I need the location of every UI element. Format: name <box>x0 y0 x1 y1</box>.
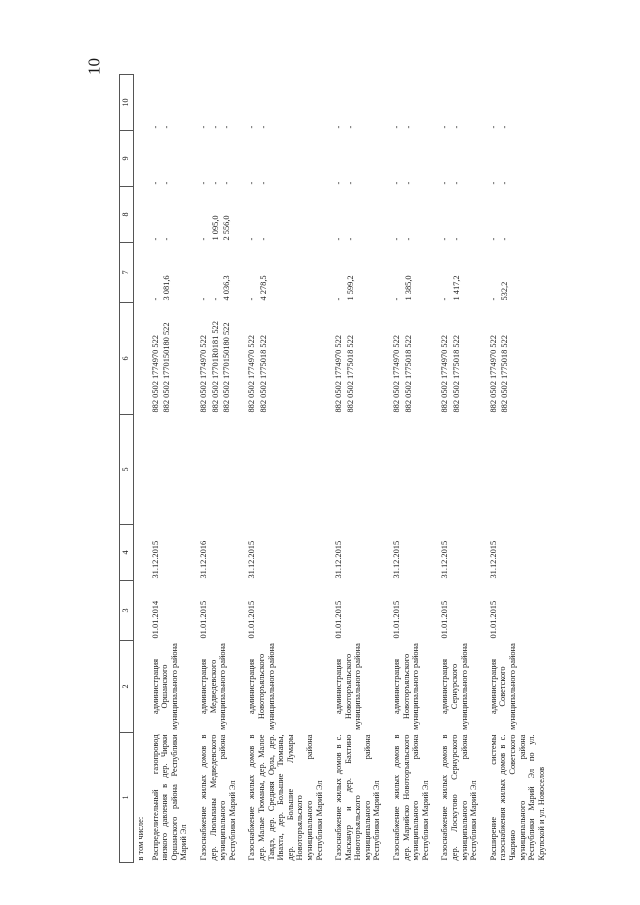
budget-code: 882 0502 1774970 522 882 0502 1775018 522 <box>440 335 462 413</box>
amount-col9: - - <box>488 181 510 185</box>
end-date: 31.12.2015 <box>334 540 344 579</box>
start-date: 01.01.2014 <box>150 600 160 639</box>
start-date: 01.01.2015 <box>488 600 498 639</box>
table-row <box>198 75 238 863</box>
column-header: 1 <box>120 733 134 863</box>
amount-col7: - 532,2 <box>488 281 510 301</box>
amount-col8: - - <box>440 237 462 241</box>
column-5-cell <box>246 415 325 525</box>
object-name: Газоснабжение жилых домов в дер. Лоскутово Сернурского муниципального района Республики Марий Эл <box>440 734 479 861</box>
amount-col7: - 4 278,5 <box>247 275 268 301</box>
end-date: 31.12.2015 <box>392 540 402 579</box>
amount-col10: - - <box>150 125 172 129</box>
amount-col7: - - 4 036,3 <box>198 275 232 301</box>
budget-code: 882 0502 1774970 522 882 0502 1775018 522 <box>334 335 355 413</box>
amount-col9: - - <box>392 181 413 185</box>
amount-col7: - 3 081,6 <box>150 275 172 301</box>
table-header <box>120 75 134 863</box>
column-5-cell <box>439 415 479 525</box>
column-5-cell <box>333 415 383 525</box>
column-header: 7 <box>120 243 134 303</box>
budget-code: 882 0502 1774970 522 882 0502 17701R0181 522 882 0502 1770150180 522 <box>198 321 232 413</box>
end-date: 31.12.2016 <box>198 540 208 579</box>
budget-code: 882 0502 1774970 522 882 0502 1775018 522 <box>392 335 413 413</box>
end-date: 31.12.2015 <box>488 540 498 579</box>
end-date: 31.12.2015 <box>150 540 160 579</box>
column-header: 2 <box>120 641 134 733</box>
table-row <box>439 75 479 863</box>
table-row <box>333 75 383 863</box>
amount-col10: - - <box>488 125 510 129</box>
page-number: 10 <box>84 58 104 75</box>
amount-col10: - - <box>440 125 462 129</box>
object-name: Газоснабжение жилых домов в дер. Люльпаны Медведевского муниципального района Республики Марий Эл <box>198 734 237 861</box>
amount-col8: - - <box>150 237 172 241</box>
customer: администрация Сернурского муниципального района <box>440 643 469 730</box>
column-header: 4 <box>120 525 134 581</box>
start-date: 01.01.2015 <box>440 600 450 639</box>
column-5-cell <box>198 415 238 525</box>
column-header: 8 <box>120 187 134 243</box>
column-header: 9 <box>120 131 134 187</box>
rotated-table-container <box>119 75 546 863</box>
customer: администрация Новоторъяльского муниципального района <box>392 643 421 730</box>
object-name: Расширение системы газоснабжения жилых домов в с. Чкарино Советского муниципального района Республики Марий Эл по ул. Крупской и ул. Новоселов <box>488 734 546 861</box>
end-date: 31.12.2015 <box>440 540 450 579</box>
amount-col8: - - <box>392 237 413 241</box>
column-header: 6 <box>120 303 134 415</box>
budget-code: 882 0502 1774970 522 882 0502 1770150180 522 <box>150 322 172 413</box>
amount-col9: - - - <box>198 181 232 185</box>
amount-col8: - - <box>247 237 268 241</box>
budget-code: 882 0502 1774970 522 882 0502 1775018 522 <box>247 335 268 413</box>
budget-code: 882 0502 1774970 522 882 0502 1775018 522 <box>488 335 510 413</box>
start-date: 01.01.2015 <box>247 600 257 639</box>
object-name: Газоснабжение жилых домов в с. Масканур и дер. Бахтино Новоторъяльского муниципального района Республики Марий Эл <box>334 734 382 861</box>
table-row <box>488 75 548 863</box>
start-date: 01.01.2015 <box>392 600 402 639</box>
amount-col10: - - <box>247 125 268 129</box>
intro-text: в том числе: <box>136 816 145 861</box>
object-name: Газоснабжение жилых домов в дер. Марийско Новоторъяльского муниципального района Республики Марий Эл <box>392 734 430 861</box>
amount-col8: - 1 095,0 2 556,0 <box>198 215 232 241</box>
customer: администрация Советского муниципального района <box>488 643 517 730</box>
object-name: Газоснабжение жилых домов в дер. Малые Тюманы, дер. Малое Тавдэ, дер. Средняя Орла, дер. Ивахта, дер. Большие Тюманы, дер. Большие Лумары Новоторъяльского муниципального района Республики Марий Эл <box>247 734 324 861</box>
table-row <box>134 75 150 863</box>
amount-col10: - - - <box>198 125 232 129</box>
amount-col9: - - <box>334 181 355 185</box>
amount-col7: - 1 599,2 <box>334 275 355 301</box>
column-5-cell <box>488 415 548 525</box>
start-date: 01.01.2015 <box>198 600 208 639</box>
amount-col7: - 1 385,0 <box>392 275 413 301</box>
column-header: 3 <box>120 581 134 641</box>
amount-col7: - 1 417,2 <box>440 275 462 301</box>
end-date: 31.12.2015 <box>247 540 257 579</box>
column-header: 10 <box>120 75 134 131</box>
customer: администрация Оршанского муниципального района <box>150 643 179 730</box>
amount-col8: - - <box>334 237 355 241</box>
table-row <box>246 75 325 863</box>
amount-col10: - - <box>334 125 355 129</box>
customer: администрация Медведевского муниципального района <box>198 643 228 730</box>
object-name: Распределительный газопровод низкого давления в дер. Чирки Оршанского района Республики Марий Эл <box>150 734 189 861</box>
amount-col9: - - <box>440 181 462 185</box>
customer: администрация Новоторъяльского муниципального района <box>247 643 276 730</box>
column-5-cell <box>150 415 190 525</box>
column-5-cell <box>391 415 431 525</box>
amount-col8: - - <box>488 237 510 241</box>
amount-col10: - - <box>392 125 413 129</box>
start-date: 01.01.2015 <box>334 600 344 639</box>
table-row <box>391 75 431 863</box>
amount-col9: - - <box>150 181 172 185</box>
amount-col9: - - <box>247 181 268 185</box>
budget-table <box>119 74 547 863</box>
customer: администрация Новоторъяльского муниципального района <box>334 643 363 730</box>
table-row <box>150 75 190 863</box>
column-header: 5 <box>120 415 134 525</box>
